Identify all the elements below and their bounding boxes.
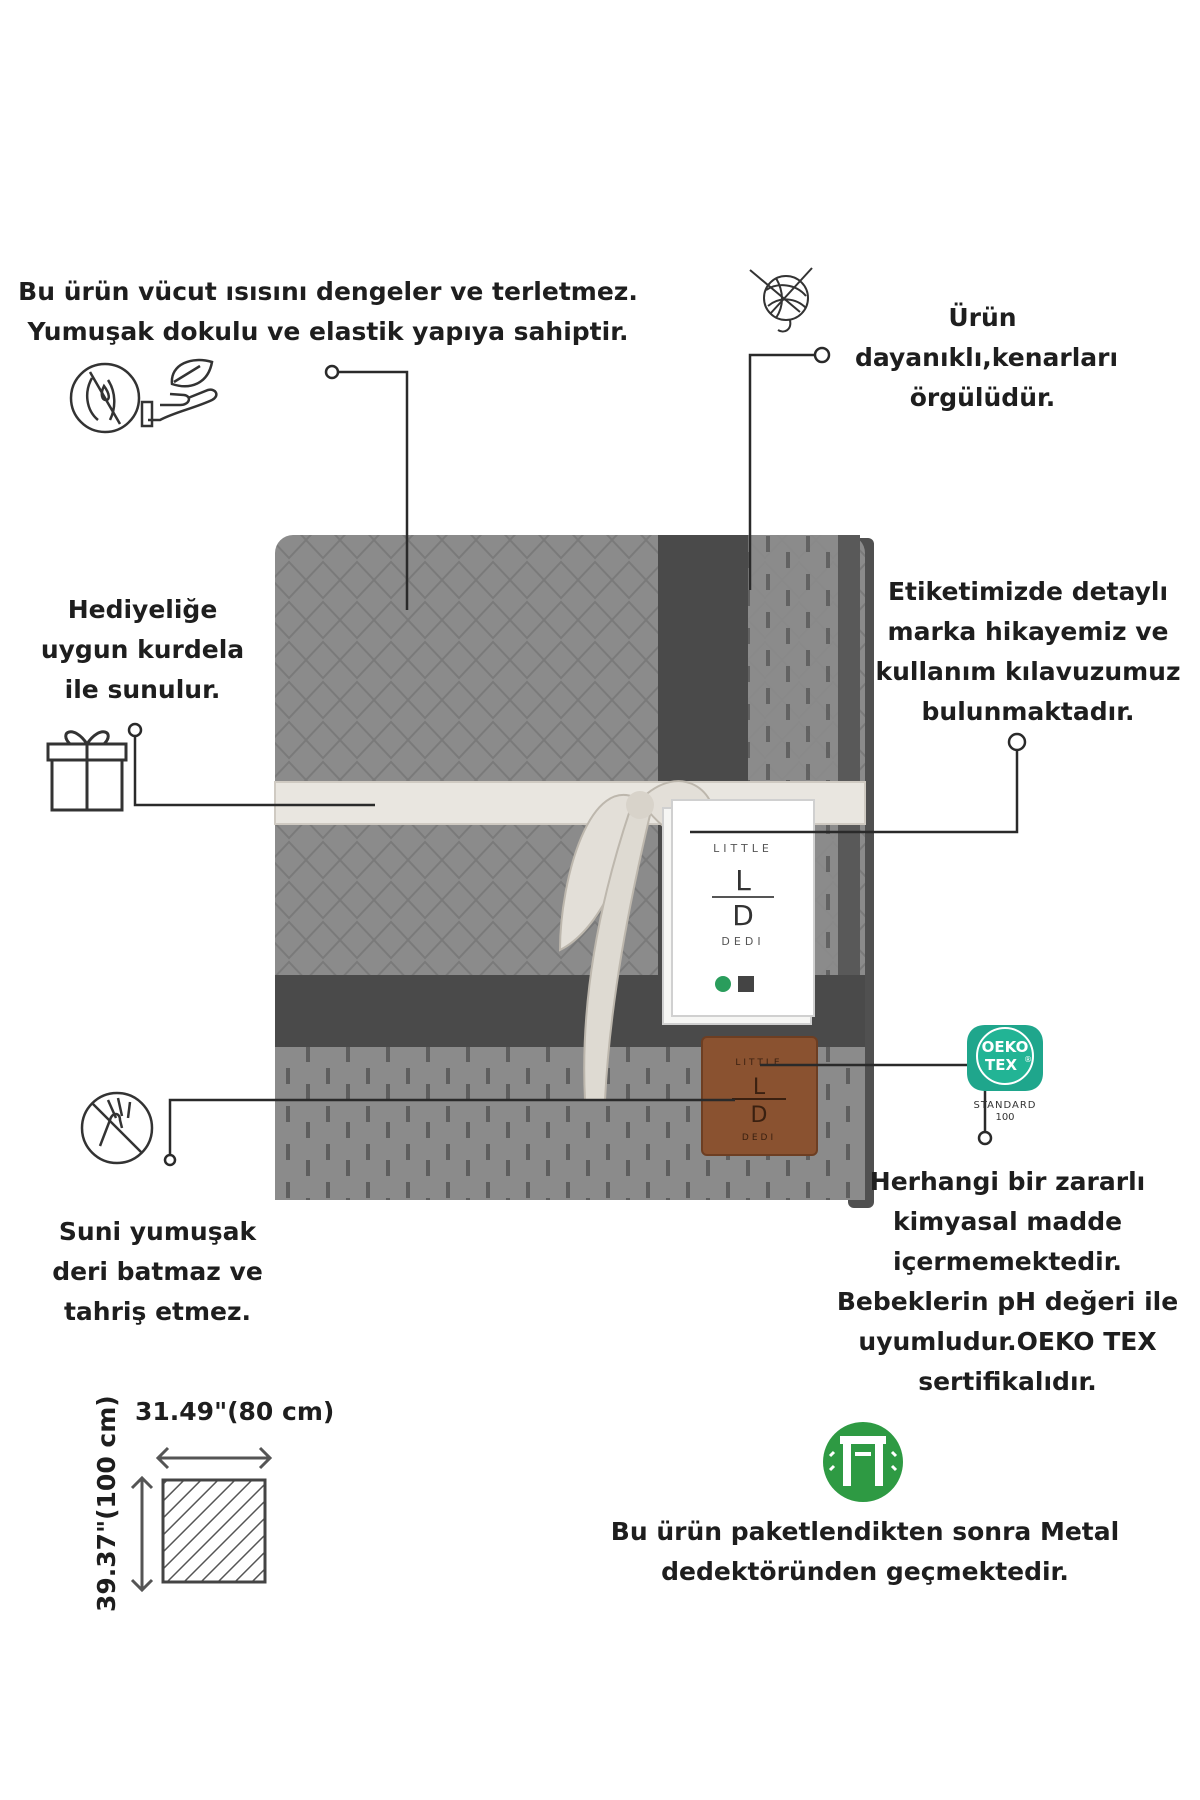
leather-text: [40, 1212, 275, 1332]
yarn-ball-icon: [750, 268, 812, 332]
thermal-text: [18, 272, 638, 352]
no-irritation-icon: [82, 1093, 152, 1163]
thermal-line-1: Bu ürün vücut ısısını dengeler ve terletmez.: [18, 277, 638, 306]
leather-line-1: Suni yumuşak: [58, 1217, 257, 1246]
width-label: 31.49"(80 cm): [135, 1397, 335, 1426]
sweat-face-icon: [71, 364, 139, 432]
height-label: 39.37"(100 cm): [92, 1395, 121, 1612]
oeko-tex-badge: [967, 1025, 1043, 1123]
patch-letter-l: L: [752, 1075, 766, 1100]
detector-line-1: Bu ürün paketlendikten sonra Metal: [610, 1517, 1120, 1546]
oeko-badge-line1: OEKO: [981, 1038, 1029, 1056]
label-text: [868, 572, 1188, 732]
oeko-line-5: uyumludur.OEKO TEX: [858, 1327, 1157, 1356]
connector-dot-thermal: [326, 366, 338, 378]
oeko-text: [835, 1162, 1180, 1402]
connector-dot-leather: [165, 1155, 175, 1165]
oeko-line-1: Herhangi bir zararlı: [869, 1167, 1146, 1196]
oeko-line-2: kimyasal madde: [892, 1207, 1123, 1236]
knit-line-1: Ürün: [948, 303, 1017, 332]
detector-text: [600, 1512, 1130, 1592]
label-line-4: bulunmaktadır.: [921, 697, 1135, 726]
patch-brand-bottom: DEDI: [741, 1133, 777, 1143]
leather-line-2: deri batmaz ve: [52, 1257, 263, 1286]
oeko-line-3: içermemektedir.: [893, 1247, 1122, 1276]
tag-letter-d: D: [732, 899, 754, 932]
connector-dot-knit: [815, 348, 829, 362]
tag-brand-top: LITTLE: [713, 842, 773, 855]
label-line-3: kullanım kılavuzumuz: [875, 657, 1181, 686]
gift-line-1: Hediyeliğe: [67, 595, 218, 624]
leather-patch: [702, 1037, 817, 1155]
oeko-badge-line2: TEX: [984, 1056, 1018, 1074]
oeko-badge-reg: ®: [1024, 1055, 1032, 1064]
knit-line-2: dayanıklı,kenarları: [855, 343, 1119, 372]
connector-dot-label: [1009, 734, 1025, 750]
knit-text: [855, 298, 1119, 418]
connector-dot-gift: [129, 724, 141, 736]
tag-oeko-logo: [715, 976, 731, 992]
tag-qr-code: [738, 976, 754, 992]
ribbon-knot: [626, 791, 654, 819]
oeko-badge-number: 100: [995, 1112, 1015, 1123]
metal-detector-icon: [823, 1422, 903, 1502]
label-line-2: marka hikayemiz ve: [887, 617, 1169, 646]
tag-brand-bottom: DEDI: [721, 935, 765, 948]
label-line-1: Etiketimizde detaylı: [887, 577, 1169, 606]
leather-line-3: tahriş etmez.: [63, 1297, 252, 1326]
oeko-line-6: sertifikalıdır.: [918, 1367, 1097, 1396]
size-diagram: [92, 1395, 334, 1612]
gift-text: [30, 590, 255, 710]
knit-line-3: örgülüdür.: [909, 383, 1056, 412]
tag-letter-l: L: [735, 864, 751, 897]
gift-line-2: uygun kurdela: [40, 635, 245, 664]
leaf-hand-icon: [142, 360, 216, 426]
detector-line-2: dedektöründen geçmektedir.: [661, 1557, 1069, 1586]
patch-letter-d: D: [750, 1103, 768, 1128]
oeko-line-4: Bebeklerin pH değeri ile: [836, 1287, 1179, 1316]
hang-tag: [663, 800, 814, 1024]
gift-line-3: ile sunulur.: [64, 675, 221, 704]
size-square: [163, 1480, 265, 1582]
connector-dot-oeko: [979, 1132, 991, 1144]
thermal-line-2: Yumuşak dokulu ve elastik yapıya sahiptir.: [27, 317, 629, 346]
oeko-badge-standard: STANDARD: [973, 1100, 1037, 1111]
gift-box-icon: [48, 732, 126, 810]
patch-brand-top: LITTLE: [735, 1058, 783, 1068]
